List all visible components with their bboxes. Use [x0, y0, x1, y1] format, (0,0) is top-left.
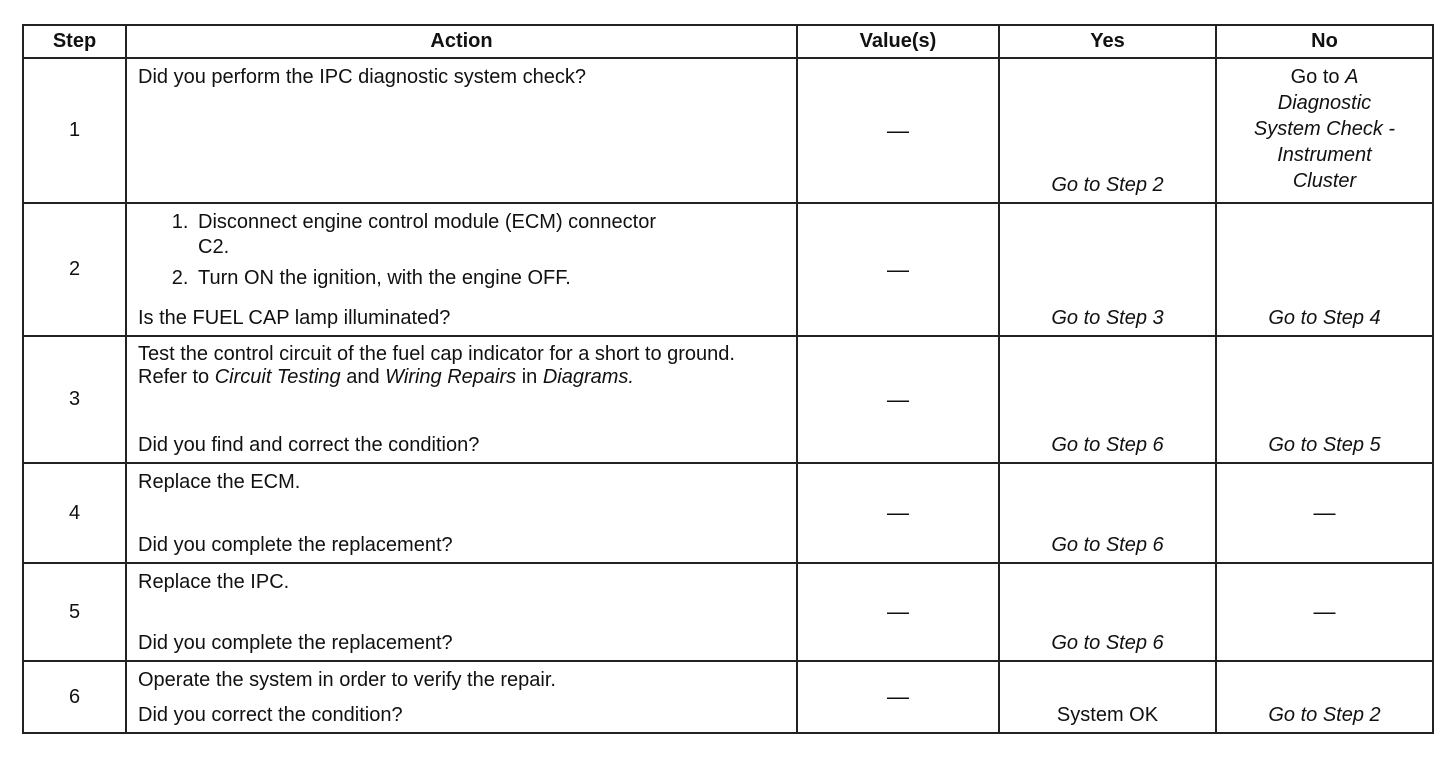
diagnostic-table-page: [22, 24, 1432, 734]
no-answer-none: —: [1313, 500, 1336, 525]
action-cell: [126, 58, 797, 203]
no-answer-link[interactable]: Go to Step 4: [1268, 307, 1381, 329]
action-cell: [126, 203, 797, 336]
yes-answer-link[interactable]: Go to Step 6: [1051, 632, 1164, 654]
no-answer-reference[interactable]: A Diagnostic System Check - Instrument Cluster: [1253, 66, 1396, 192]
action-instruction: Replace the IPC.: [138, 571, 290, 593]
yes-cell: [999, 661, 1216, 733]
table-row: [23, 58, 1433, 203]
no-cell: [1216, 463, 1433, 563]
instruction-text: Test the control circuit of the fuel cap indicator for a short to ground. Refer to: [138, 343, 735, 388]
no-answer-link[interactable]: Go to Step 5: [1268, 434, 1381, 456]
header-yes: Yes: [999, 25, 1216, 58]
action-instruction: [138, 343, 778, 389]
reference-wiring-repairs[interactable]: Wiring Repairs: [385, 366, 517, 388]
action-question: Is the FUEL CAP lamp illuminated?: [138, 307, 451, 329]
action-instruction: Replace the ECM.: [138, 471, 301, 493]
action-question: Did you perform the IPC diagnostic system check?: [138, 66, 586, 88]
action-cell: [126, 661, 797, 733]
table-row: [23, 463, 1433, 563]
yes-cell: [999, 203, 1216, 336]
no-answer-none: —: [1313, 599, 1336, 624]
table-row: [23, 203, 1433, 336]
header-values: Value(s): [797, 25, 999, 58]
action-question: Did you complete the replacement?: [138, 534, 453, 556]
table-header-row: [23, 25, 1433, 58]
no-answer-link[interactable]: [1217, 59, 1432, 194]
yes-answer-link[interactable]: Go to Step 2: [1051, 174, 1164, 196]
action-step-item: 2. Turn ON the ignition, with the engine OFF.: [194, 266, 786, 291]
step-number: 3: [23, 336, 126, 463]
yes-cell: [999, 563, 1216, 661]
value-cell: —: [797, 203, 999, 336]
action-question: Did you correct the condition?: [138, 704, 403, 726]
header-no: No: [1216, 25, 1433, 58]
value-cell: —: [797, 563, 999, 661]
table-row: [23, 336, 1433, 463]
no-cell: [1216, 58, 1433, 203]
step-number: 6: [23, 661, 126, 733]
reference-diagrams[interactable]: Diagrams.: [542, 366, 634, 388]
step-number: 4: [23, 463, 126, 563]
yes-answer-result: System OK: [1056, 704, 1159, 726]
table-row: [23, 661, 1433, 733]
action-cell: [126, 463, 797, 563]
action-instruction: Operate the system in order to verify the repair.: [138, 669, 556, 691]
value-cell: —: [797, 463, 999, 563]
header-step: Step: [23, 25, 126, 58]
reference-circuit-testing[interactable]: Circuit Testing: [214, 366, 341, 388]
action-question: Did you find and correct the condition?: [138, 434, 480, 456]
action-step-item: 1. Disconnect engine control module (ECM) connector C2.: [194, 210, 658, 260]
value-cell: —: [797, 336, 999, 463]
diagnostic-table: [22, 24, 1434, 734]
value-cell: —: [797, 58, 999, 203]
instruction-text: in: [516, 366, 543, 388]
action-step-list: [138, 210, 786, 291]
no-cell: [1216, 336, 1433, 463]
no-cell: [1216, 661, 1433, 733]
yes-answer-link[interactable]: Go to Step 6: [1051, 534, 1164, 556]
instruction-text: and: [340, 366, 386, 388]
yes-answer-link[interactable]: Go to Step 3: [1051, 307, 1164, 329]
yes-cell: [999, 463, 1216, 563]
yes-answer-link[interactable]: Go to Step 6: [1051, 434, 1164, 456]
value-cell: —: [797, 661, 999, 733]
yes-cell: [999, 336, 1216, 463]
no-cell: [1216, 203, 1433, 336]
header-action: Action: [126, 25, 797, 58]
yes-cell: [999, 58, 1216, 203]
no-answer-prefix: Go to: [1290, 66, 1346, 88]
action-cell: [126, 563, 797, 661]
step-number: 2: [23, 203, 126, 336]
step-number: 1: [23, 58, 126, 203]
step-number: 5: [23, 563, 126, 661]
table-row: [23, 563, 1433, 661]
no-cell: [1216, 563, 1433, 661]
no-answer-link[interactable]: Go to Step 2: [1268, 704, 1381, 726]
action-cell: [126, 336, 797, 463]
action-question: Did you complete the replacement?: [138, 632, 453, 654]
